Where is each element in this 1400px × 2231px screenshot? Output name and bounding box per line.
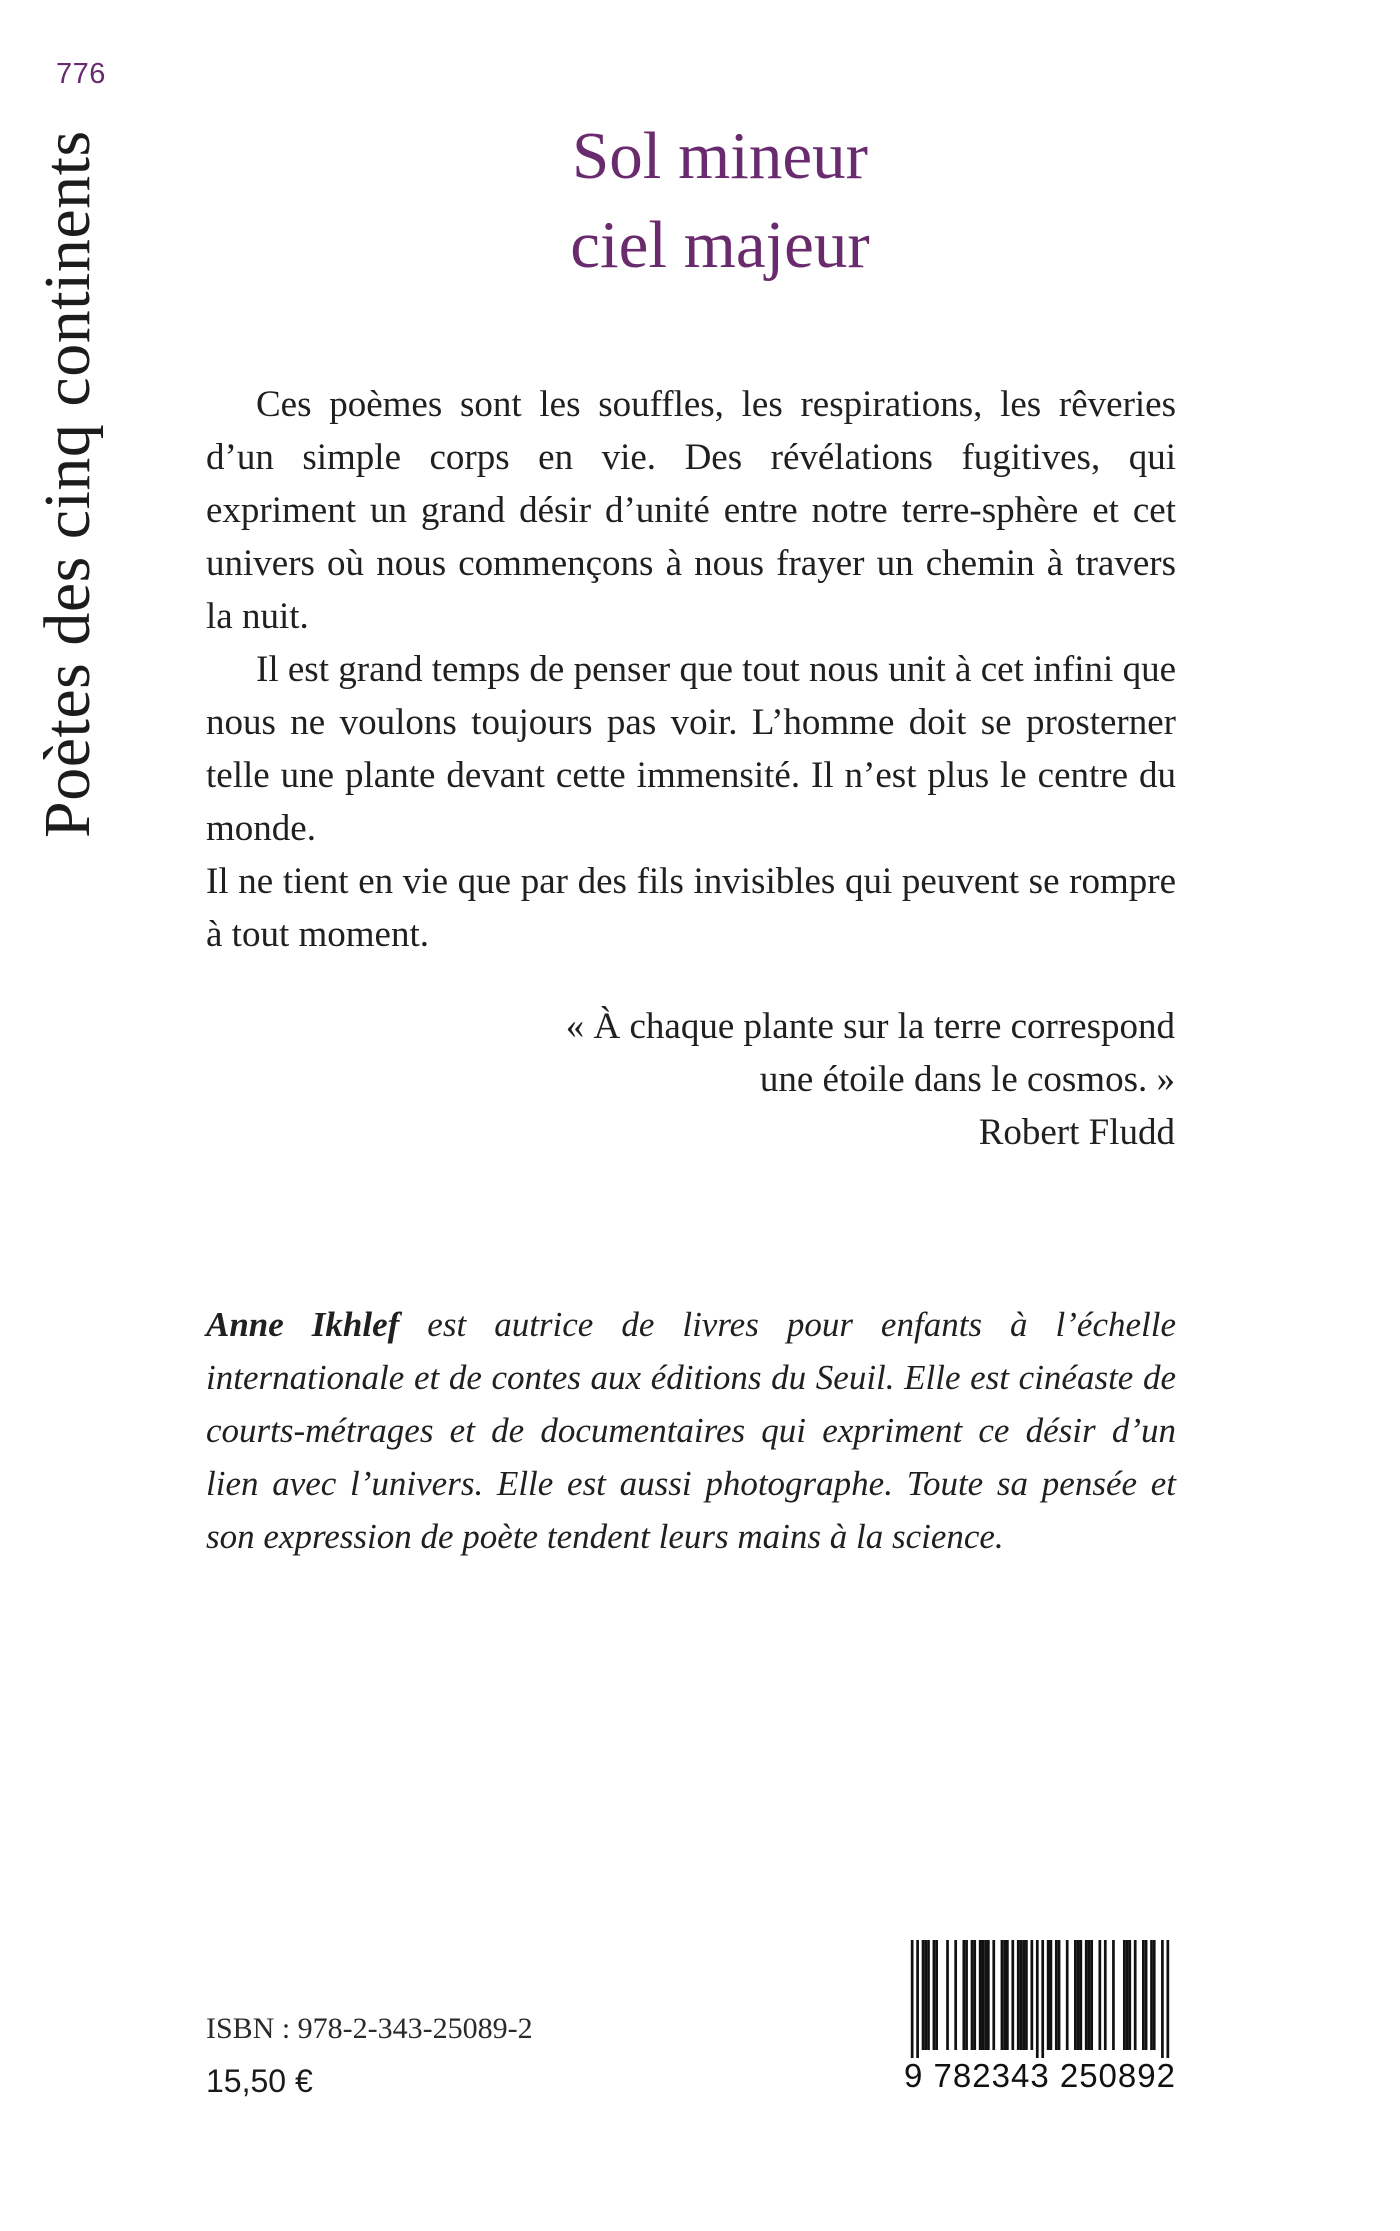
price: 15,50 € xyxy=(206,2063,313,2099)
barcode-bar xyxy=(1123,1940,1126,2050)
epigraph-line-1: « À chaque plante sur la terre correspond xyxy=(565,1006,1175,1047)
barcode-bar xyxy=(1058,1940,1061,2050)
barcode-bar xyxy=(1017,1940,1020,2050)
barcode-bar xyxy=(1066,1940,1069,2050)
barcode-bar xyxy=(946,1940,949,2050)
barcode-bar xyxy=(1001,1940,1004,2050)
barcode-bar xyxy=(1036,1940,1039,2058)
barcode-bar xyxy=(1150,1940,1153,2050)
barcode-bar xyxy=(922,1940,925,2050)
barcode-digits: 9 782343 250892 xyxy=(904,2057,1176,2094)
barcode-bar xyxy=(1079,1940,1082,2050)
series-number: 776 xyxy=(56,58,106,90)
barcode-bar xyxy=(1055,1940,1058,2050)
barcode-bar xyxy=(1128,1940,1131,2050)
epigraph-line-2: une étoile dans le cosmos. » xyxy=(759,1059,1175,1100)
barcode-bar xyxy=(927,1940,930,2050)
barcode-bar xyxy=(1090,1940,1093,2050)
barcode-bar xyxy=(979,1940,982,2050)
barcode-bar xyxy=(1030,1940,1033,2050)
barcode-bar xyxy=(1098,1940,1101,2050)
barcode-bar xyxy=(1142,1940,1145,2050)
barcode-bar xyxy=(962,1940,965,2050)
barcode-bar xyxy=(1085,1940,1088,2050)
author-bio-text: est autrice de livres pour enfants à l’échelle internationale et de contes aux éditions du Seuil. Elle est cinéaste de courts-métrages et de documentaires qui expriment ce désir d’un lien avec l’univers. Elle est aussi photographe. Toute sa pensée et son expression de poète tendent leurs mains à la science. xyxy=(206,1305,1177,1556)
barcode-bar xyxy=(954,1940,957,2050)
barcode-bar xyxy=(1025,1940,1028,2050)
epigraph-attribution: Robert Fludd xyxy=(978,1112,1175,1153)
barcode-bar xyxy=(911,1940,914,2058)
barcode-bar xyxy=(1104,1940,1107,2050)
barcode-bar xyxy=(984,1940,987,2050)
barcode xyxy=(900,1940,1180,2100)
barcode-bar xyxy=(982,1940,985,2050)
barcode-bar xyxy=(1134,1940,1137,2050)
author-name: Anne Ikhlef xyxy=(206,1305,400,1344)
title-line-2: ciel majeur xyxy=(570,208,870,282)
series-name: Poètes des cinq continents xyxy=(31,130,104,838)
barcode-bar xyxy=(1050,1940,1053,2050)
blurb-paragraph-3: Il ne tient en vie que par des fils invisibles qui peuvent se rompre à tout moment. xyxy=(206,861,1176,955)
barcode-bar xyxy=(992,1940,995,2050)
barcode-bar xyxy=(1011,1940,1014,2050)
barcode-bar xyxy=(1145,1940,1148,2050)
barcode-bar xyxy=(1003,1940,1006,2050)
barcode-bar xyxy=(1022,1940,1025,2050)
barcode-bar xyxy=(1020,1940,1023,2050)
barcode-bar xyxy=(916,1940,919,2058)
book-title xyxy=(480,112,960,290)
barcode-bar xyxy=(1006,1940,1009,2050)
barcode-bar xyxy=(1166,1940,1169,2058)
barcode-bar xyxy=(965,1940,968,2050)
barcode-bar xyxy=(935,1940,938,2050)
barcode-bar xyxy=(1074,1940,1077,2050)
barcode-bars xyxy=(900,1940,1180,2058)
barcode-bar xyxy=(1041,1940,1044,2058)
barcode-bar xyxy=(1077,1940,1080,2050)
back-cover-blurb xyxy=(206,378,1176,961)
barcode-bar xyxy=(1161,1940,1164,2058)
author-bio xyxy=(206,1298,1176,1563)
barcode-bar xyxy=(971,1940,974,2050)
barcode-bar xyxy=(933,1940,936,2050)
barcode-bar xyxy=(1112,1940,1115,2050)
barcode-bar xyxy=(973,1940,976,2050)
barcode-bar xyxy=(1047,1940,1050,2050)
barcode-bar xyxy=(1153,1940,1156,2050)
blurb-paragraph-1: Ces poèmes sont les souffles, les respirations, les rêveries d’un simple corps en vie. Des révélations fugitives, qui expriment un grand désir d’unité entre notre terre-sphère et cet univers où nous commençons à nous frayer un chemin à travers la nuit. xyxy=(206,384,1176,637)
barcode-bar xyxy=(924,1940,927,2050)
blurb-paragraph-2: Il est grand temps de penser que tout nous unit à cet infini que nous ne voulons toujours pas voir. L’homme doit se prosterner telle une plante devant cette immensité. Il n’est plus le centre du monde. xyxy=(206,649,1176,849)
title-line-1: Sol mineur xyxy=(572,119,868,193)
barcode-bar xyxy=(1088,1940,1091,2050)
isbn: ISBN : 978-2-343-25089-2 xyxy=(206,2012,533,2045)
epigraph xyxy=(460,1000,1175,1159)
barcode-bar xyxy=(987,1940,990,2050)
barcode-bar xyxy=(1126,1940,1129,2050)
